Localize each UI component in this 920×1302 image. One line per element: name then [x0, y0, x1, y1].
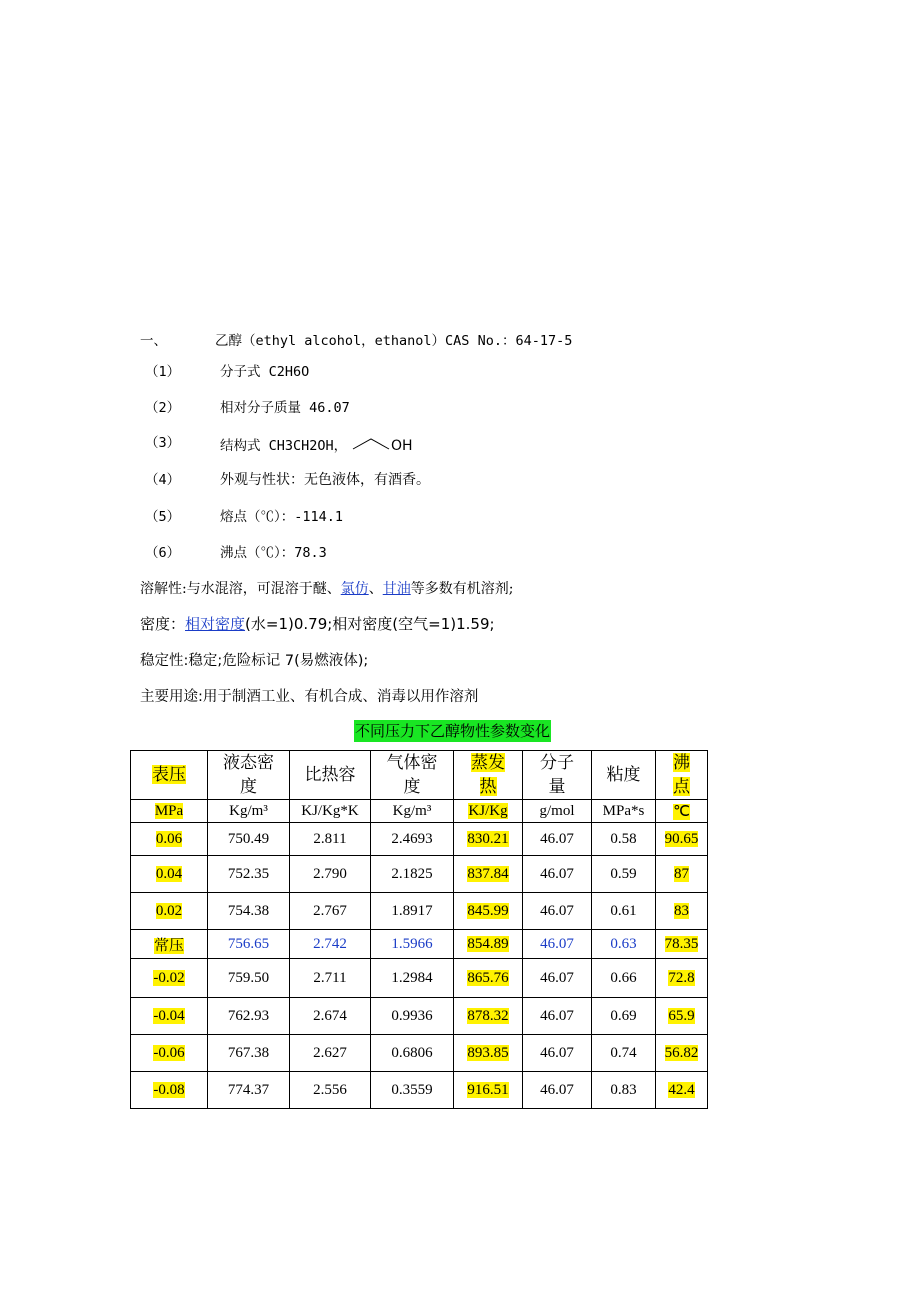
table-cell — [454, 998, 523, 1035]
cell-value: 0.74 — [610, 1044, 637, 1061]
table-cell — [208, 998, 290, 1035]
cell-value: 2.1825 — [391, 865, 433, 882]
table-cell — [656, 930, 708, 959]
cell-value: 90.65 — [664, 830, 699, 847]
table-cell — [208, 856, 290, 893]
cell-value: 752.35 — [227, 865, 270, 882]
table-cell — [131, 893, 208, 930]
unit-cell — [371, 800, 454, 823]
table-cell — [208, 959, 290, 998]
table-cell — [656, 959, 708, 998]
table-cell — [592, 1035, 656, 1072]
table-cell — [290, 893, 371, 930]
cell-value: 845.99 — [467, 902, 509, 919]
solubility-separator: 、 — [368, 581, 383, 597]
unit-cell — [290, 800, 371, 823]
cell-value: 0.6806 — [391, 1044, 433, 1061]
unit-label: MPa*s — [602, 802, 645, 819]
cell-value: 0.06 — [155, 830, 183, 847]
unit-label: MPa — [154, 802, 184, 819]
table-cell — [131, 930, 208, 959]
unit-cell — [131, 800, 208, 823]
section-heading — [140, 331, 573, 351]
table-cell — [523, 1072, 592, 1109]
table-cell — [454, 959, 523, 998]
cell-value: 0.66 — [610, 969, 637, 986]
cell-value: 893.85 — [467, 1044, 509, 1061]
cell-value: 2.627 — [313, 1044, 347, 1061]
ethanol-structure-diagram — [351, 434, 413, 458]
table-header-row — [131, 751, 708, 800]
ethanol-properties-table — [130, 750, 708, 1109]
cell-value: 774.37 — [227, 1081, 270, 1098]
table-cell — [131, 856, 208, 893]
table-cell — [454, 930, 523, 959]
cell-value: 837.84 — [467, 865, 509, 882]
cell-value: 0.04 — [155, 865, 183, 882]
cell-value: 1.8917 — [391, 902, 433, 919]
solubility-prefix: 溶解性:与水混溶，可混溶于醚、 — [140, 581, 341, 597]
cell-value: 0.02 — [155, 902, 183, 919]
table-cell — [208, 893, 290, 930]
header-label-line1: 液态密 — [223, 753, 274, 772]
table-cell — [523, 823, 592, 856]
item-text: 相对分子质量 46.07 — [220, 400, 350, 416]
solubility-suffix: 等多数有机溶剂; — [410, 581, 514, 597]
unit-label: Kg/m³ — [229, 802, 268, 819]
table-cell — [592, 823, 656, 856]
table-cell — [592, 893, 656, 930]
table-cell — [656, 1072, 708, 1109]
table-cell — [454, 1072, 523, 1109]
header-cell-viscosity — [592, 751, 656, 800]
cell-value: 750.49 — [227, 830, 270, 847]
table-cell — [131, 823, 208, 856]
cell-value: 0.83 — [610, 1081, 637, 1098]
table-cell — [592, 998, 656, 1035]
cell-value: 759.50 — [227, 969, 270, 986]
cell-value: 83 — [674, 902, 689, 919]
item-number: （5） — [145, 509, 181, 525]
cell-value: 865.76 — [467, 969, 509, 986]
header-label-line2: 点 — [673, 777, 690, 796]
table-cell — [290, 856, 371, 893]
cell-value: -0.06 — [153, 1044, 185, 1061]
table-row — [131, 1072, 708, 1109]
table-cell — [131, 959, 208, 998]
cell-value: 830.21 — [467, 830, 509, 847]
cell-value: 754.38 — [227, 902, 270, 919]
cell-value: 87 — [674, 865, 689, 882]
header-label-line2: 度 — [240, 777, 257, 796]
header-label: 粘度 — [606, 765, 641, 784]
table-cell — [208, 1072, 290, 1109]
cell-value: 878.32 — [467, 1007, 509, 1024]
density-line — [140, 614, 495, 634]
unit-cell — [208, 800, 290, 823]
cell-value: 46.07 — [540, 1081, 574, 1098]
table-cell — [523, 959, 592, 998]
table-cell — [454, 1035, 523, 1072]
table-cell — [592, 959, 656, 998]
table-cell — [290, 998, 371, 1035]
header-cell-boiling-point — [656, 751, 708, 800]
table-cell — [592, 856, 656, 893]
cell-value: 2.674 — [313, 1007, 347, 1024]
item-number: （4） — [145, 472, 181, 488]
unit-label: g/mol — [539, 802, 575, 819]
unit-cell — [454, 800, 523, 823]
unit-label: Kg/m³ — [392, 802, 432, 819]
header-cell-gas-density — [371, 751, 454, 800]
table-row — [131, 998, 708, 1035]
cell-value: 46.07 — [540, 865, 574, 882]
cell-value: 1.2984 — [391, 969, 433, 986]
table-cell — [592, 1072, 656, 1109]
table-cell — [523, 893, 592, 930]
section-title: 乙醇（ethyl alcohol，ethanol）CAS No.：64-17-5 — [215, 333, 573, 349]
cell-value: -0.04 — [153, 1007, 185, 1024]
table-cell — [656, 823, 708, 856]
table-cell — [131, 998, 208, 1035]
item-text — [220, 434, 413, 458]
table-cell — [523, 998, 592, 1035]
table-cell — [208, 930, 290, 959]
header-cell-molecular-weight — [523, 751, 592, 800]
cell-value: 0.59 — [610, 865, 637, 882]
table-cell — [656, 1035, 708, 1072]
table-cell — [290, 823, 371, 856]
cell-value: 42.4 — [668, 1081, 695, 1098]
cell-value: 2.811 — [313, 830, 347, 847]
structure-oh-label: OH — [391, 438, 413, 454]
table-cell — [371, 856, 454, 893]
cell-value: 767.38 — [227, 1044, 270, 1061]
table-cell — [523, 1035, 592, 1072]
header-cell-evaporation-heat — [454, 751, 523, 800]
cell-value: 762.93 — [227, 1007, 270, 1024]
item-text: 熔点（℃）：-114.1 — [220, 509, 344, 525]
cell-value: 46.07 — [540, 935, 574, 952]
table-cell — [208, 823, 290, 856]
table-row — [131, 823, 708, 856]
table-cell — [208, 1035, 290, 1072]
chloroform-link[interactable]: 氯仿 — [340, 581, 369, 597]
unit-cell — [592, 800, 656, 823]
table-cell — [523, 930, 592, 959]
table-row — [131, 930, 708, 959]
unit-label: KJ/Kg*K — [301, 802, 359, 819]
cell-value: 0.69 — [610, 1007, 637, 1024]
header-cell-liquid-density — [208, 751, 290, 800]
table-cell — [290, 1035, 371, 1072]
header-cell-specific-heat — [290, 751, 371, 800]
glycerol-link[interactable]: 甘油 — [382, 581, 411, 597]
cell-value: 46.07 — [540, 1007, 574, 1024]
cell-value: 2.790 — [313, 865, 347, 882]
item-number: （6） — [145, 545, 181, 561]
table-body — [131, 823, 708, 1109]
table-row — [131, 893, 708, 930]
solubility-line — [140, 579, 513, 599]
table-cell — [371, 930, 454, 959]
unit-label: KJ/Kg — [468, 802, 508, 819]
header-label-line1: 蒸发 — [471, 753, 505, 772]
header-label-line1: 气体密 — [386, 753, 438, 772]
cell-value: 0.61 — [610, 902, 637, 919]
table-row — [131, 959, 708, 998]
cell-value: 78.35 — [664, 935, 699, 952]
table-title: 不同压力下乙醇物性参数变化 — [355, 722, 551, 740]
cell-value: 常压 — [153, 937, 184, 954]
table-row — [131, 856, 708, 893]
item-text: 外观与性状：无色液体，有酒香。 — [220, 472, 430, 488]
table-cell — [290, 1072, 371, 1109]
table-cell — [454, 856, 523, 893]
relative-density-link[interactable]: 相对密度 — [185, 615, 246, 633]
unit-cell — [523, 800, 592, 823]
header-label-line2: 量 — [548, 777, 566, 796]
table-cell — [371, 893, 454, 930]
table-cell — [371, 823, 454, 856]
section-number: 一、 — [140, 333, 167, 349]
unit-cell — [656, 800, 708, 823]
header-label: 表压 — [152, 765, 186, 784]
cell-value: 2.711 — [313, 969, 347, 986]
cell-value: 56.82 — [664, 1044, 699, 1061]
cell-value: 46.07 — [540, 969, 574, 986]
header-label-line2: 热 — [479, 777, 497, 796]
cell-value: 2.767 — [313, 902, 347, 919]
table-cell — [131, 1035, 208, 1072]
cell-value: 916.51 — [467, 1081, 509, 1098]
cell-value: 72.8 — [668, 969, 695, 986]
table-cell — [656, 893, 708, 930]
cell-value: 46.07 — [540, 1044, 574, 1061]
header-label-line1: 分子 — [540, 753, 574, 772]
density-prefix: 密度： — [140, 615, 186, 633]
item-number: （1） — [145, 364, 181, 380]
cell-value: 0.63 — [610, 935, 637, 952]
table-cell — [592, 930, 656, 959]
cell-value: 0.58 — [610, 830, 637, 847]
table-cell — [371, 959, 454, 998]
table-cell — [523, 856, 592, 893]
item-text: 分子式 C2H6O — [220, 364, 310, 380]
table-cell — [454, 823, 523, 856]
cell-value: 854.89 — [467, 935, 509, 952]
table-cell — [131, 1072, 208, 1109]
header-label-line2: 度 — [403, 777, 421, 796]
cell-value: 46.07 — [540, 902, 574, 919]
header-label-line1: 沸 — [673, 753, 690, 772]
table-cell — [371, 998, 454, 1035]
cell-value: 2.4693 — [391, 830, 433, 847]
table-cell — [290, 959, 371, 998]
cell-value: 65.9 — [668, 1007, 695, 1024]
table-cell — [371, 1072, 454, 1109]
item-number: （2） — [145, 400, 181, 416]
unit-label: ℃ — [673, 803, 690, 820]
item-number: （3） — [145, 435, 181, 451]
cell-value: -0.08 — [153, 1081, 185, 1098]
table-cell — [290, 930, 371, 959]
table-units-row — [131, 800, 708, 823]
structural-formula-text: 结构式 CH3CH2OH， — [220, 438, 348, 454]
usage-line: 主要用途:用于制酒工业、有机合成、消毒以用作溶剂 — [140, 689, 479, 705]
cell-value: 2.556 — [313, 1081, 347, 1098]
item-text: 沸点（℃）：78.3 — [220, 545, 327, 561]
header-label: 比热容 — [304, 765, 356, 784]
stability-line: 稳定性:稳定;危险标记 7(易燃液体); — [140, 653, 369, 669]
cell-value: 2.742 — [313, 935, 347, 952]
cell-value: -0.02 — [153, 969, 185, 986]
table-cell — [656, 856, 708, 893]
table-cell — [454, 893, 523, 930]
table-cell — [656, 998, 708, 1035]
cell-value: 0.9936 — [391, 1007, 433, 1024]
header-cell-gauge-pressure — [131, 751, 208, 800]
cell-value: 756.65 — [227, 935, 270, 952]
table-cell — [371, 1035, 454, 1072]
table-row — [131, 1035, 708, 1072]
cell-value: 1.5966 — [391, 935, 433, 952]
cell-value: 0.3559 — [391, 1081, 433, 1098]
density-suffix: (水=1)0.79;相对密度(空气=1)1.59; — [245, 615, 495, 633]
cell-value: 46.07 — [540, 830, 574, 847]
